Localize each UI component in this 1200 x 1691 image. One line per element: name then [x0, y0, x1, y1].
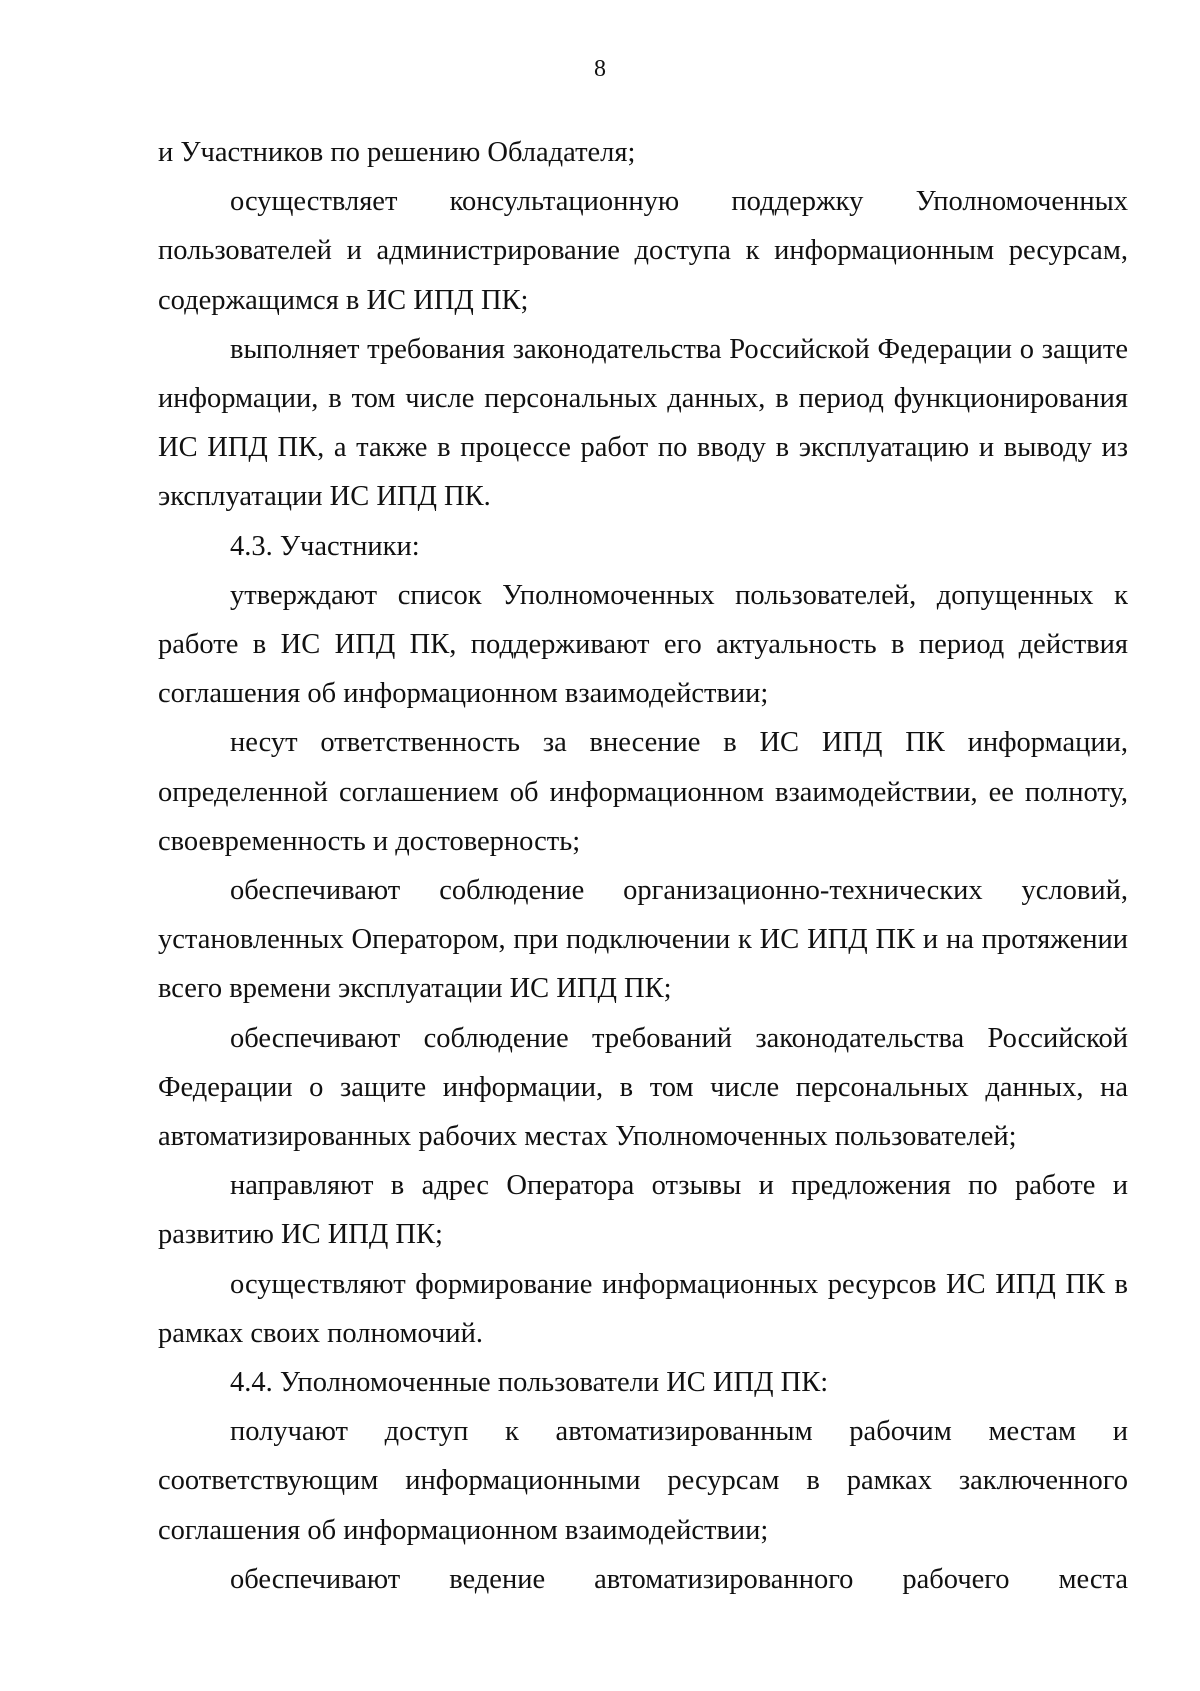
paragraph: обеспечивают соблюдение организационно-технических условий, установленных Оператором, при подключении к ИС ИПД ПК и на протяжении всего времени эксплуатации ИС ИПД ПК; [158, 875, 1128, 1005]
section-heading: 4.3. Участники: [230, 530, 420, 562]
paragraph-last: обеспечивают ведение автоматизированного рабочего места [230, 1563, 1128, 1595]
page-number: 8 [594, 56, 606, 82]
paragraph: обеспечивают соблюдение требований законодательства Российской Федерации о защите информации, в том числе персональных данных, на автоматизированных рабочих местах Уполномоченных пользователей; [158, 1022, 1128, 1153]
paragraph: осуществляют формирование информационных ресурсов ИС ИПД ПК в рамках своих полномочий. [158, 1268, 1128, 1349]
paragraph: несут ответственность за внесение в ИС ИПД ПК информации, определенной соглашением об информационном взаимодействии, ее полноту, своевременность и достоверность; [158, 727, 1128, 857]
section-heading: 4.4. Уполномоченные пользователи ИС ИПД ПК: [230, 1367, 829, 1399]
paragraph: направляют в адрес Оператора отзывы и предложения по работе и развитию ИС ИПД ПК; [158, 1170, 1128, 1251]
paragraph: получают доступ к автоматизированным рабочим местам и соответствующим информационными ресурсам в рамках заключенного соглашения об информационном взаимодействии; [158, 1416, 1128, 1546]
paragraph: утверждают список Уполномоченных пользователей, допущенных к работе в ИС ИПД ПК, поддерживают его актуальность в период действия соглашения об информационном взаимодействии; [158, 579, 1128, 710]
paragraph: осуществляет консультационную поддержку Уполномоченных пользователей и администрирование доступа к информационным ресурсам, содержащимся в ИС ИПД ПК; [158, 186, 1128, 316]
body-text [158, 128, 1128, 1604]
paragraph: и Участников по решению Обладателя; [158, 137, 636, 168]
paragraph: выполняет требования законодательства Российской Федерации о защите информации, в том числе персональных данных, в период функционирования ИС ИПД ПК, а также в процессе работ по вводу в эксплуатацию и выводу из эксплуатации ИС ИПД ПК. [158, 333, 1128, 513]
